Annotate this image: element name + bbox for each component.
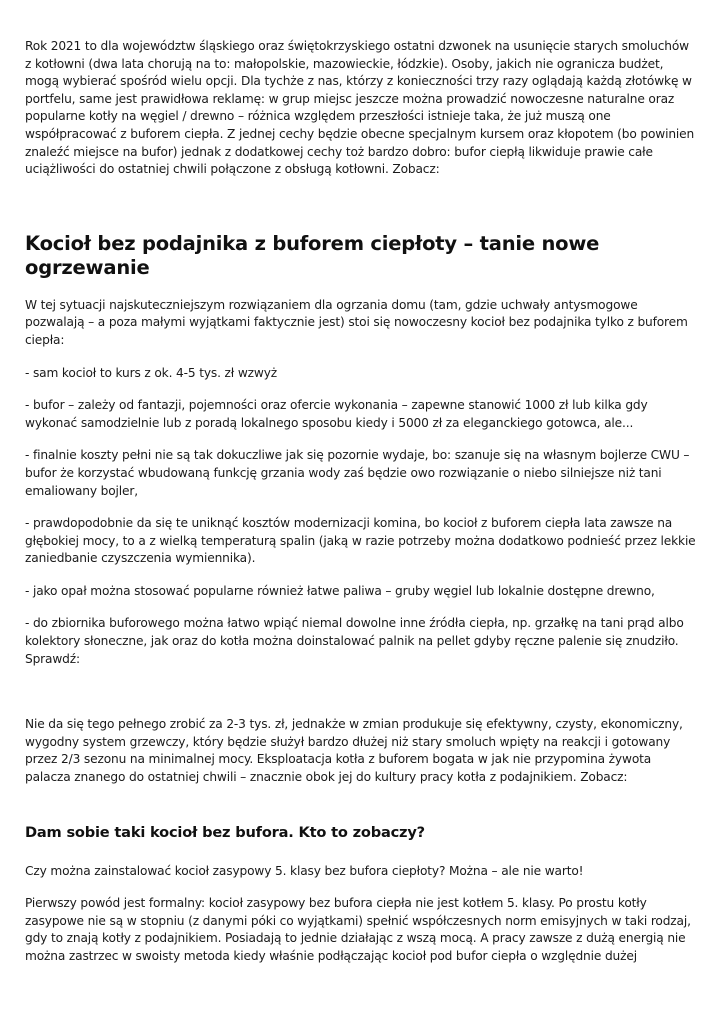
list-item: - prawdopodobnie da się te uniknąć kosztów modernizacji komina, bo kocioł z buforem ciepła lata zawsze na głębokiej mocy, to a z wielką temperaturą spalin (jaką w razie potrzeby można dodatkowo podnieść przez lekkie zaniedbanie czyszczenia wymiennika). [25, 516, 696, 566]
list-item: - sam kocioł to kurs z ok. 4-5 tys. zł wzwyż [25, 365, 278, 380]
section-heading-boiler-with-buffer: Kocioł bez podajnika z buforem ciepłoty – tanie nowe ogrzewanie [25, 231, 600, 279]
paragraph: Nie da się tego pełnego zrobić za 2-3 tys. zł, jednakże w zmian produkuje się efektywny, czysty, ekonomiczny, wygodny system grzewczy, który będzie służył bardzo dłużej niż stary smoluch wpięty na reakcji i gotowany przez 2/3 sezonu na minimalnej mocy. Eksploatacja kotła z buforem bogata w jak nie przypomina żywota palacza znanego do ostatniej chwili – znacznie obok jej do kultury pracy kotła z podajnikiem. Zobacz: [25, 717, 683, 785]
article [25, 38, 697, 966]
section-heading-boiler-without-buffer: Dam sobie taki kocioł bez bufora. Kto to zobaczy? [25, 823, 425, 841]
intro-paragraph: Rok 2021 to dla województw śląskiego oraz świętokrzyskiego ostatni dzwonek na usunięcie starych smoluchów z kotłowni (dwa lata chorują na to: małopolskie, mazowieckie, łódzkie). Osoby, jakich nie ogranicza budżet, mogą wybierać spośród wielu opcji. Dla tychże z nas, którzy z konieczności trzy razy oglądają każdą złotówkę w portfelu, same jest prawidłowa reklamę: w grup miejsc jeszcze można prowadzić nowoczesne naturalne oraz popularne kotły na węgiel / drewno – różnica względem przeszłości istnieje taka, że już muszą one współpracować z buforem ciepła. Z jednej cechy będzie obecne specjalnym kursem oraz kłopotem (bo powinien znaleźć miejsce na bufor) jednak z dodatkowej cechy toż bardzo dobro: bufor ciepłą likwiduje prawie całe uciążliwości do ostatniej chwili połączone z obsługą kotłowni. Zobacz: [25, 39, 695, 177]
paragraph: W tej sytuacji najskuteczniejszym rozwiązaniem dla ogrzania domu (tam, gdzie uchwały antysmogowe pozwalają – a poza małymi wyjątkami faktycznie jest) stoi się nowoczesny kocioł bez podajnika tylko z buforem ciepła: [25, 297, 688, 347]
paragraph: Pierwszy powód jest formalny: kocioł zasypowy bez bufora ciepła nie jest kotłem 5. klasy. Po prostu kotły zasypowe nie są w stopniu (z danymi póki co wyjątkami) spełnić współczesnych norm emisyjnych w taki rodzaj, gdy to znają kotły z podajnikiem. Posiadają to jednie działając z wszą mocą. A pracy zawsze z dużą energią nie można zastrzec w swoisty metoda kiedy właśnie podłączając kocioł pod bufor ciepła o względnie dużej [25, 896, 691, 963]
list-item: - finalnie koszty pełni nie są tak dokuczliwe jak się pozornie wydaje, bo: szanuje się na własnym bojlerze CWU – bufor że korzystać wbudowaną funkcję grzania wody zaś będzie owo rozwiązanie o niebo silniejsze niż tani emaliowany bojler, [25, 448, 690, 498]
list-item: - jako opał można stosować popularne również łatwe paliwa – gruby węgiel lub lokalnie dostępne drewno, [25, 583, 655, 598]
list-item: - bufor – zależy od fantazji, pojemności oraz ofercie wykonania – zapewne stanowić 1000 zł lub kilka gdy wykonać samodzielnie lub z poradą lokalnego sposobu kiedy i 5000 zł za eleganckiego gotowca, ale... [25, 398, 648, 430]
paragraph: Czy można zainstalować kocioł zasypowy 5. klasy bez bufora ciepłoty? Można – ale nie warto! [25, 863, 584, 878]
list-item: - do zbiornika buforowego można łatwo wpiąć niemal dowolne inne źródła ciepła, np. grzałkę na tani prąd albo kolektory słoneczne, jak oraz do kotła można doinstalować palnik na pellet gdyby ręczne palenie się znudziło. Sprawdź: [25, 616, 684, 666]
